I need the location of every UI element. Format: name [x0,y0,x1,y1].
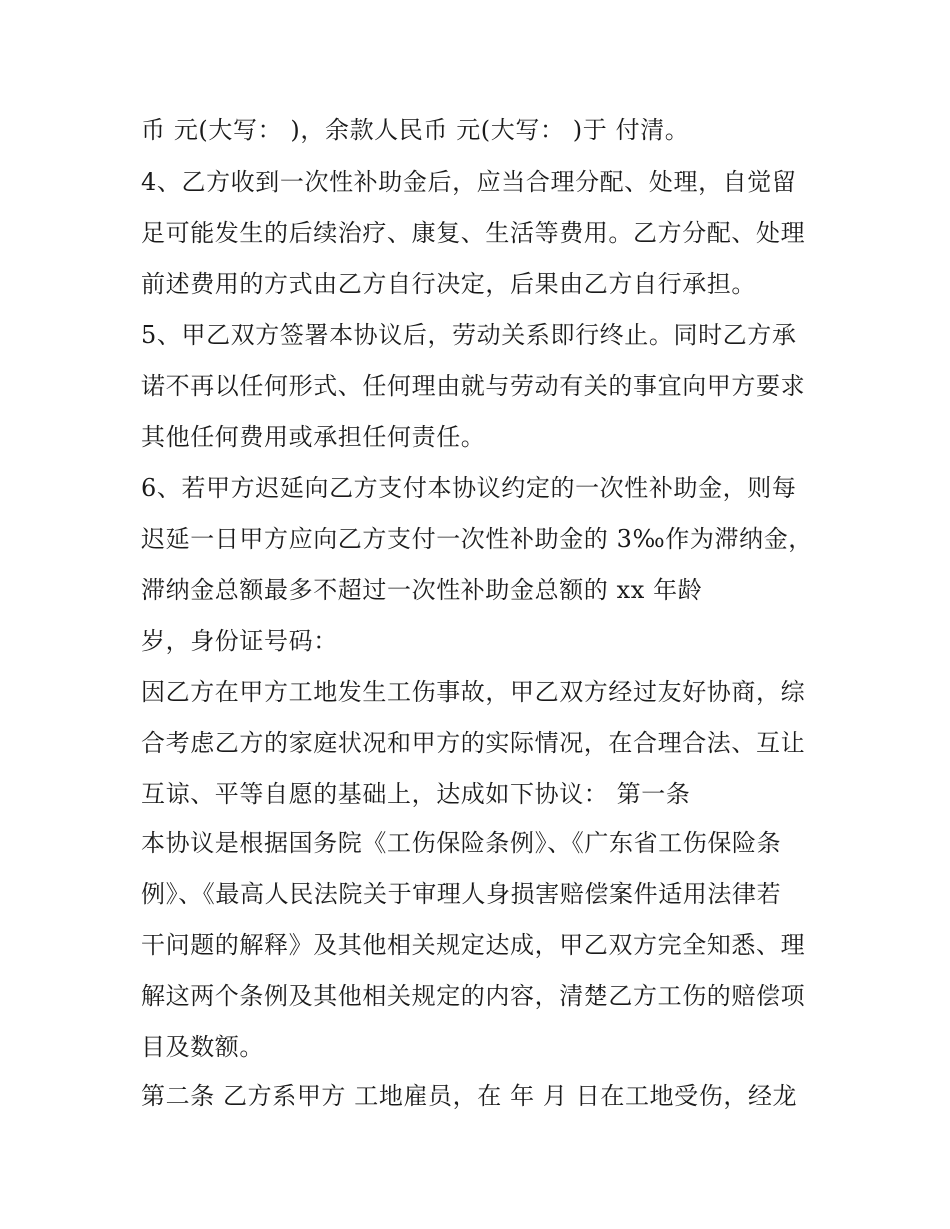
text-line: 解这两个条例及其他相关规定的内容，清楚乙方工伤的赔偿项 [141,982,806,1010]
text-line: 足可能发生的后续治疗、康复、生活等费用。乙方分配、处理 [141,219,806,247]
text-line: 岁，身份证号码： [141,627,338,655]
text-line: 干问题的解释》及其他相关规定达成，甲乙双方完全知悉、理 [141,931,806,959]
text-line: 互谅、平等自愿的基础上，达成如下协议： 第一条 [141,780,691,808]
text-line: 4、乙方收到一次性补助金后，应当合理分配、处理，自觉留 [141,168,797,196]
text-line: 本协议是根据国务院《工伤保险条例》、《广东省工伤保险条 [141,829,782,857]
text-line: 迟延一日甲方应向乙方支付一次性补助金的 3‰作为滞纳金， [141,525,813,553]
text-line: 6、若甲方迟延向乙方支付本协议约定的一次性补助金，则每 [141,474,797,502]
text-line: 诺不再以任何形式、任何理由就与劳动有关的事宜向甲方要求 [141,372,806,400]
text-line: 因乙方在甲方工地发生工伤事故，甲乙双方经过友好协商，综 [141,678,806,706]
text-line: 合考虑乙方的家庭状况和甲方的实际情况，在合理合法、互让 [141,729,806,757]
text-line: 例》、《最高人民法院关于审理人身损害赔偿案件适用法律若 [141,880,782,908]
text-line: 第二条 乙方系甲方 工地雇员，在 年 月 日在工地受伤，经龙 [141,1082,798,1110]
text-line: 5、甲乙双方签署本协议后，劳动关系即行终止。同时乙方承 [141,321,797,349]
text-line: 币 元(大写： )，余款人民币 元(大写： )于 付清。 [141,116,690,144]
text-line: 滞纳金总额最多不超过一次性补助金总额的 xx 年龄 [141,576,703,604]
text-line: 目及数额。 [141,1033,264,1061]
text-line: 其他任何费用或承担任何责任。 [141,423,486,451]
text-line: 前述费用的方式由乙方自行决定，后果由乙方自行承担。 [141,270,756,298]
